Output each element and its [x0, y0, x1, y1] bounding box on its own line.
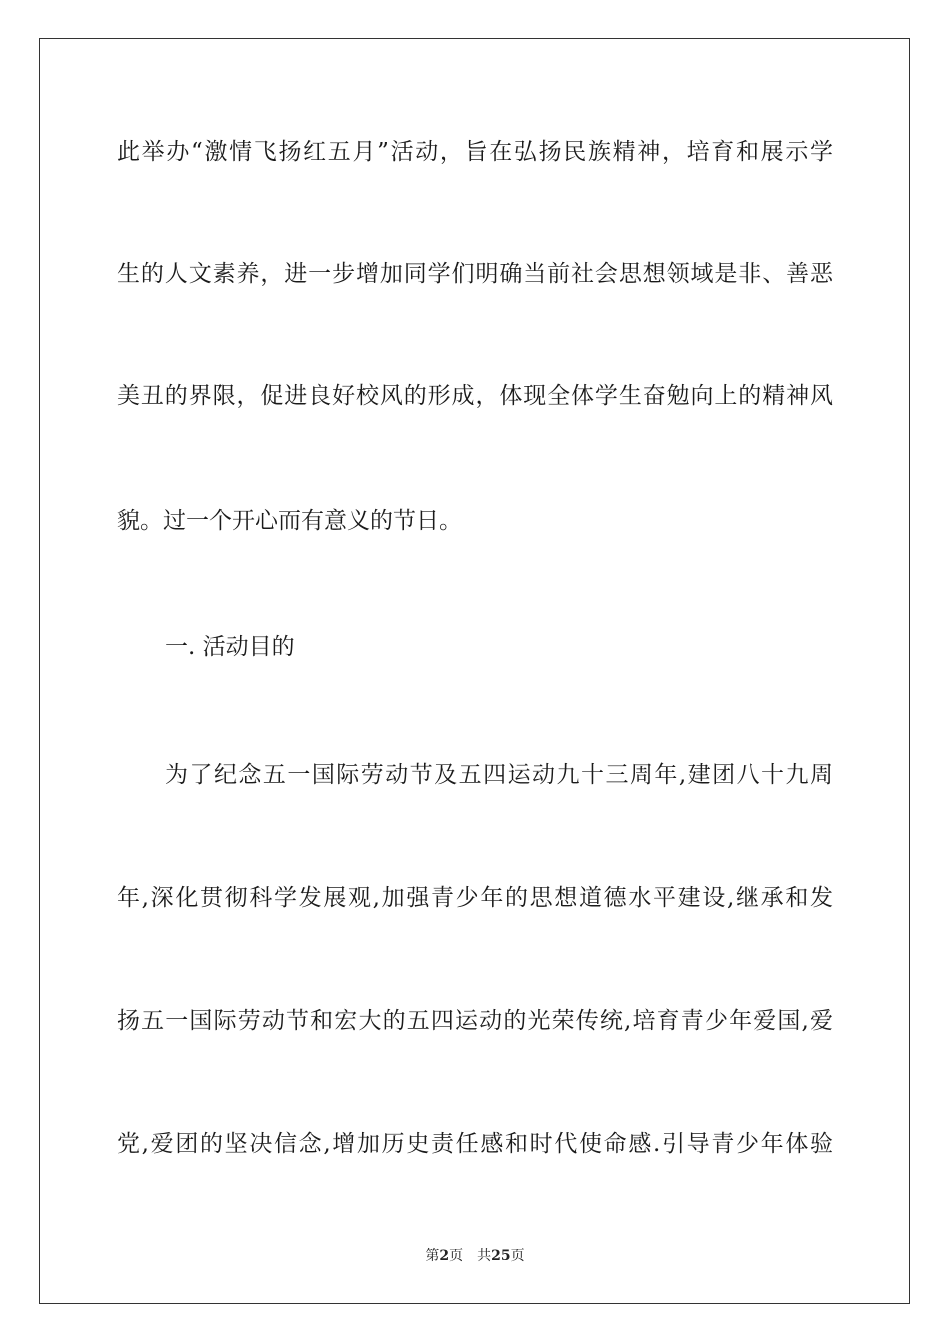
- footer-page-suffix: 页: [449, 1248, 464, 1264]
- page-footer: [0, 1246, 950, 1266]
- body-line-1: 此举办“激情飞扬红五月”活动，旨在弘扬民族精神，培育和展示学: [117, 139, 833, 165]
- footer-total-number: 25: [491, 1248, 511, 1264]
- body-line-3: 美丑的界限，促进良好校风的形成，体现全体学生奋勉向上的精神风: [117, 383, 833, 409]
- section-heading: 一. 活动目的: [165, 634, 295, 660]
- footer-total-prefix: 共: [477, 1248, 492, 1264]
- page-border: [39, 38, 910, 1304]
- purpose-line-1: 为了纪念五一国际劳动节及五四运动九十三周年,建团八十九周: [165, 762, 833, 788]
- purpose-line-4: 党,爱团的坚决信念,增加历史责任感和时代使命感.引导青少年体验: [117, 1131, 833, 1157]
- footer-total-suffix: 页: [510, 1248, 525, 1264]
- footer-page-prefix: 第: [425, 1248, 440, 1264]
- body-line-2: 生的人文素养，进一步增加同学们明确当前社会思想领域是非、善恶: [117, 261, 833, 287]
- body-line-4: 貌。过一个开心而有意义的节日。: [117, 508, 462, 534]
- purpose-line-3: 扬五一国际劳动节和宏大的五四运动的光荣传统,培育青少年爱国,爱: [117, 1008, 833, 1034]
- purpose-line-2: 年,深化贯彻科学发展观,加强青少年的思想道德水平建设,继承和发: [117, 885, 833, 911]
- footer-page-number: 2: [439, 1248, 450, 1264]
